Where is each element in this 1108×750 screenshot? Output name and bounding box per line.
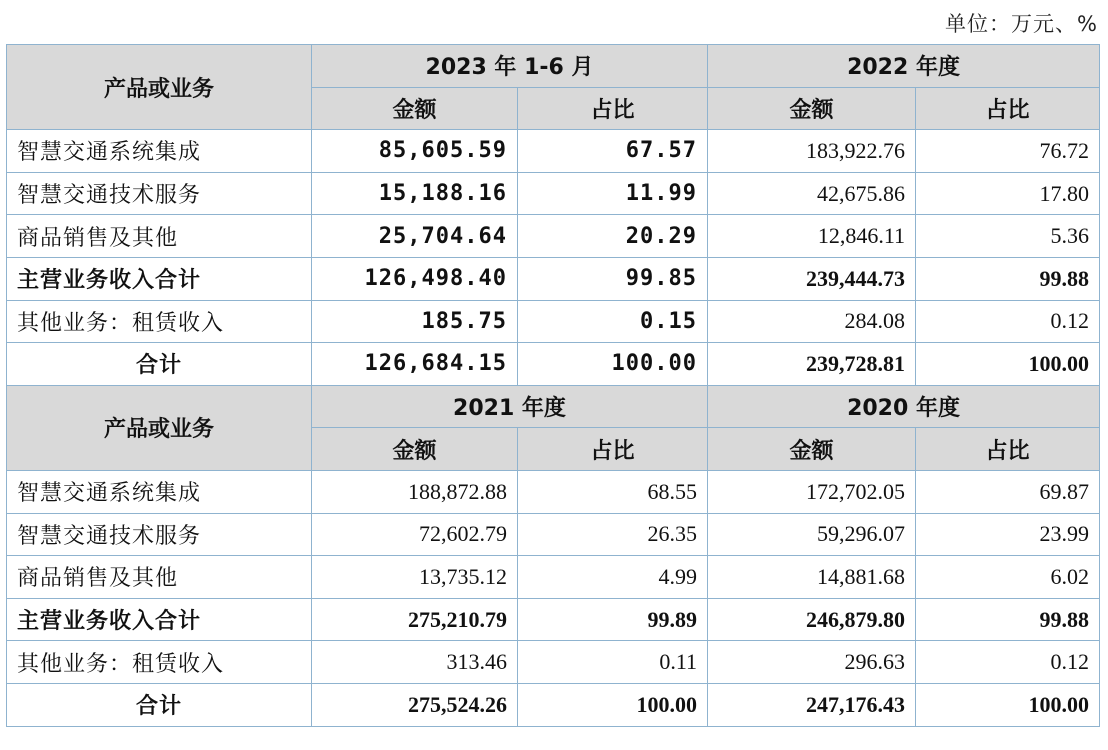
- table-row: [7, 556, 1100, 599]
- table1-period-a-header: 2023 年 1-6 月: [312, 45, 708, 88]
- ratio-cell: 6.02: [916, 556, 1100, 599]
- ratio-cell: 11.99: [518, 172, 708, 215]
- table-row-subtotal: [7, 598, 1100, 641]
- unit-label: 单位：万元、%: [945, 12, 1098, 36]
- amount-cell: 13,735.12: [312, 556, 518, 599]
- amount-cell: 12,846.11: [708, 215, 916, 258]
- ratio-cell: 100.00: [518, 343, 708, 386]
- row-label: 主营业务收入合计: [7, 257, 312, 300]
- amount-cell: 246,879.80: [708, 598, 916, 641]
- amount-cell: 275,524.26: [312, 683, 518, 726]
- table1-period-b-header: 2022 年度: [708, 45, 1100, 88]
- table2-header-row-1: [7, 385, 1100, 428]
- ratio-cell: 68.55: [518, 470, 708, 513]
- ratio-cell: 69.87: [916, 470, 1100, 513]
- ratio-cell: 5.36: [916, 215, 1100, 258]
- ratio-cell: 100.00: [916, 683, 1100, 726]
- table1-b-ratio-header: 占比: [916, 87, 1100, 130]
- ratio-cell: 4.99: [518, 556, 708, 599]
- table-row: [7, 172, 1100, 215]
- table-row: [7, 513, 1100, 556]
- row-label: 合计: [7, 683, 312, 726]
- amount-cell: 126,498.40: [312, 257, 518, 300]
- amount-cell: 296.63: [708, 641, 916, 684]
- table1-product-header: 产品或业务: [7, 45, 312, 130]
- table-row: [7, 300, 1100, 343]
- table-row-total: [7, 683, 1100, 726]
- ratio-cell: 99.85: [518, 257, 708, 300]
- table1-a-ratio-header: 占比: [518, 87, 708, 130]
- amount-cell: 172,702.05: [708, 470, 916, 513]
- amount-cell: 247,176.43: [708, 683, 916, 726]
- amount-cell: 239,728.81: [708, 343, 916, 386]
- amount-cell: 85,605.59: [312, 130, 518, 173]
- amount-cell: 185.75: [312, 300, 518, 343]
- ratio-cell: 0.12: [916, 641, 1100, 684]
- ratio-cell: 0.15: [518, 300, 708, 343]
- amount-cell: 72,602.79: [312, 513, 518, 556]
- table2-product-header: 产品或业务: [7, 385, 312, 470]
- table2-a-amount-header: 金额: [312, 428, 518, 471]
- table2-period-b-header: 2020 年度: [708, 385, 1100, 428]
- row-label: 主营业务收入合计: [7, 598, 312, 641]
- amount-cell: 15,188.16: [312, 172, 518, 215]
- ratio-cell: 99.88: [916, 257, 1100, 300]
- ratio-cell: 20.29: [518, 215, 708, 258]
- ratio-cell: 100.00: [916, 343, 1100, 386]
- row-label: 商品销售及其他: [7, 556, 312, 599]
- table2-b-amount-header: 金额: [708, 428, 916, 471]
- ratio-cell: 100.00: [518, 683, 708, 726]
- amount-cell: 239,444.73: [708, 257, 916, 300]
- table1-b-amount-header: 金额: [708, 87, 916, 130]
- row-label: 智慧交通系统集成: [7, 470, 312, 513]
- amount-cell: 183,922.76: [708, 130, 916, 173]
- ratio-cell: 0.11: [518, 641, 708, 684]
- table-row: [7, 215, 1100, 258]
- ratio-cell: 76.72: [916, 130, 1100, 173]
- amount-cell: 42,675.86: [708, 172, 916, 215]
- revenue-table: [6, 44, 1100, 727]
- table2-b-ratio-header: 占比: [916, 428, 1100, 471]
- row-label: 智慧交通技术服务: [7, 172, 312, 215]
- row-label: 智慧交通系统集成: [7, 130, 312, 173]
- table2-period-a-header: 2021 年度: [312, 385, 708, 428]
- table1-a-amount-header: 金额: [312, 87, 518, 130]
- row-label: 其他业务：租赁收入: [7, 300, 312, 343]
- amount-cell: 313.46: [312, 641, 518, 684]
- row-label: 商品销售及其他: [7, 215, 312, 258]
- amount-cell: 284.08: [708, 300, 916, 343]
- row-label: 智慧交通技术服务: [7, 513, 312, 556]
- amount-cell: 14,881.68: [708, 556, 916, 599]
- table2-a-ratio-header: 占比: [518, 428, 708, 471]
- table-row-subtotal: [7, 257, 1100, 300]
- table-row: [7, 641, 1100, 684]
- table-row-total: [7, 343, 1100, 386]
- ratio-cell: 67.57: [518, 130, 708, 173]
- ratio-cell: 17.80: [916, 172, 1100, 215]
- table-row: [7, 130, 1100, 173]
- row-label: 合计: [7, 343, 312, 386]
- ratio-cell: 23.99: [916, 513, 1100, 556]
- amount-cell: 275,210.79: [312, 598, 518, 641]
- ratio-cell: 26.35: [518, 513, 708, 556]
- ratio-cell: 0.12: [916, 300, 1100, 343]
- table1-header-row-1: [7, 45, 1100, 88]
- table-row: [7, 470, 1100, 513]
- amount-cell: 59,296.07: [708, 513, 916, 556]
- ratio-cell: 99.88: [916, 598, 1100, 641]
- amount-cell: 126,684.15: [312, 343, 518, 386]
- amount-cell: 25,704.64: [312, 215, 518, 258]
- row-label: 其他业务：租赁收入: [7, 641, 312, 684]
- amount-cell: 188,872.88: [312, 470, 518, 513]
- ratio-cell: 99.89: [518, 598, 708, 641]
